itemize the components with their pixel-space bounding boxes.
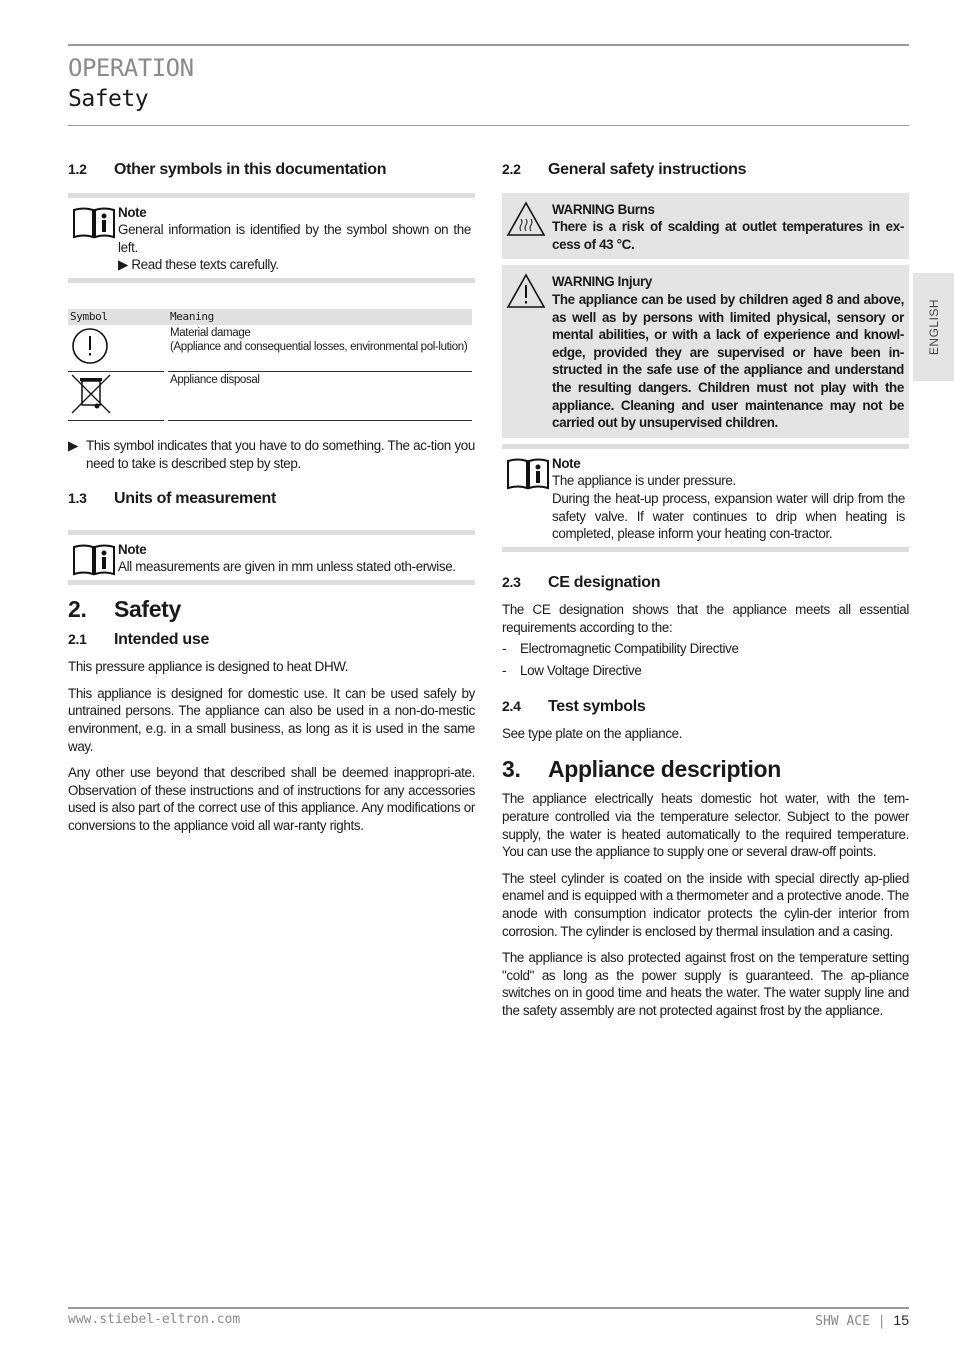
info-book-icon (506, 457, 550, 496)
footer-url[interactable]: www.stiebel-eltron.com (68, 1312, 241, 1327)
left-column (68, 161, 475, 843)
page-number: 15 (893, 1312, 909, 1328)
heading-1-2: 1.2 Other symbols in this documentation (68, 161, 387, 178)
paragraph: The steel cylinder is coated on the inside with special directly ap-plied enamel and is equipped with a thermometer and a protective anode. The anode with consumption indicator protects the cylin-der interior from corrosion. The cylinder is enclosed by thermal insulation and a casing. (502, 870, 909, 939)
note-box (68, 193, 475, 283)
table-row (68, 371, 472, 420)
info-book-icon (72, 206, 116, 245)
section-title: Safety (68, 86, 149, 112)
meaning-detail: (Appliance and consequential losses, environmental pol-lution) (170, 340, 468, 353)
note-text: The appliance is under pressure. (552, 473, 736, 489)
paragraph: The appliance is also protected against frost on the temperature setting "cold" as long as the power supply is guaranteed. The ap-pliance switches on in good time and heats the water. The water supply line and the safety assembly are not protected against frost by the appliance. (502, 950, 909, 1018)
warning-text: There is a risk of scalding at outlet temperatures in ex-cess of 43 °C. (552, 219, 904, 252)
directive-list (502, 640, 909, 679)
separator: | (877, 1314, 886, 1329)
note-box (68, 530, 475, 585)
arrow-icon: ▶ (68, 437, 78, 453)
heading-2-2: 2.2 General safety instructions (502, 161, 747, 178)
note-box (502, 444, 909, 552)
heading-2-4: 2.4 Test symbols (502, 697, 646, 715)
table-row (68, 325, 472, 372)
paragraph: See type plate on the appliance. (502, 726, 683, 742)
arrow-icon: ▶ (118, 257, 132, 273)
paragraph: This pressure appliance is designed to heat DHW. (68, 659, 349, 675)
note-title: Note (118, 204, 147, 220)
exclamation-warning-icon (506, 273, 546, 314)
right-column (502, 161, 909, 1029)
table-header-symbol: Symbol (68, 309, 164, 325)
heading-2: 2. Safety (68, 595, 181, 622)
language-tab-label: ENGLISH (926, 298, 941, 356)
heading-2-3: 2.3 CE designation (502, 573, 661, 591)
warning-title: WARNING Injury (552, 274, 652, 290)
warning-burns-box (502, 193, 909, 260)
chapter-title: OPERATION (68, 54, 194, 82)
product-name: SHW ACE (815, 1314, 870, 1329)
table-header-meaning: Meaning (168, 309, 472, 325)
footer-page-info (815, 1312, 909, 1329)
note-title: Note (118, 541, 147, 557)
language-tab[interactable] (913, 273, 954, 381)
paragraph: This appliance is designed for domestic use. It can be used safely by untrained persons. The appliance can also be used in a non-do-mestic environment, e.g. in a small business, as long as it is used in the same way. (68, 685, 475, 754)
list-item: - Electromagnetic Compatibility Directive (502, 641, 739, 657)
appliance-disposal-icon (70, 406, 114, 418)
paragraph: The appliance electrically heats domestic hot water, with the tem-perature controlled via the temperature selector. Subject to the power supply, the water is heated automatically to the required temperature. You can use the appliance to supply one or several draw-off points. (502, 791, 909, 860)
footer-rule (68, 1307, 909, 1309)
warning-injury-box (502, 265, 909, 437)
warning-text: The appliance can be used by children aged 8 and above, as well as by persons with limited physical, sensory or mental abilities, or with a lack of experience and knowl-edge, provided they are supervised or have been in-structed in the safe use of the appliance and understand the resulting dangers. Children must not play with the appliance. Cleaning and user maintenance may not be carried out by unsupervised children. (552, 291, 904, 431)
meaning-text: Appliance disposal (170, 373, 260, 386)
meaning-text: Material damage (170, 326, 251, 339)
action-paragraph (68, 437, 475, 472)
warning-title: WARNING Burns (552, 201, 655, 217)
heading-2-1: 2.1 Intended use (68, 630, 210, 648)
heading-3: 3. Appliance description (502, 755, 781, 782)
material-damage-icon (70, 357, 110, 369)
note-title: Note (552, 455, 581, 471)
info-book-icon (72, 543, 116, 582)
hot-surface-warning-icon (506, 201, 546, 242)
list-item: - Low Voltage Directive (502, 663, 642, 679)
action-text: This symbol indicates that you have to do something. The ac-tion you need to take is described step by step. (86, 437, 475, 471)
note-action: Read these texts carefully. (131, 257, 279, 273)
paragraph: The CE designation shows that the appliance meets all essential requirements according to the: (502, 602, 909, 635)
note-text: During the heat-up process, expansion water will drip from the safety valve. If water continues to drip when heating is completed, please inform your heating con-tractor. (552, 490, 905, 542)
note-text: General information is identified by the symbol shown on the left. (118, 222, 471, 255)
note-text: All measurements are given in mm unless stated oth-erwise. (118, 559, 456, 575)
heading-1-3: 1.3 Units of measurement (68, 490, 277, 508)
top-rule (68, 44, 909, 46)
paragraph: Any other use beyond that described shall be deemed inappropri-ate. Observation of these instructions and of instructions for any accessories used is also part of the correct use of this appliance. Any modifications or conversions to the appliance void all war-ranty rights. (68, 765, 475, 833)
header-rule (68, 125, 909, 126)
symbol-table (68, 309, 472, 421)
